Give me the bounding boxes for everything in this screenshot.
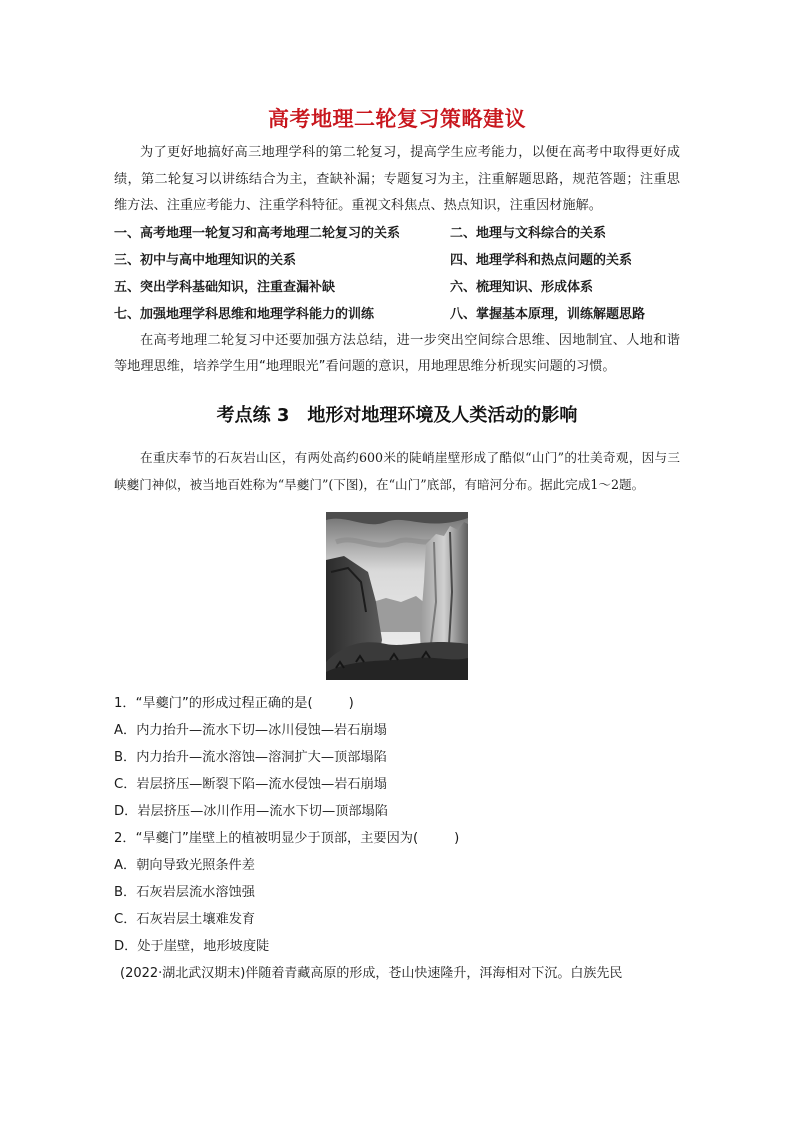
question-1	[114, 690, 680, 825]
cliff-photo	[326, 512, 468, 680]
passage-paragraph: 在重庆奉节的石灰岩山区，有两处高约600米的陡峭崖壁形成了酷似“山门”的壮美奇观，因与三峡夔门神似，被当地百姓称为“旱夔门”(下图)，在“山门”底部，有暗河分布。据此完成1～2题。	[114, 449, 680, 492]
option-b: B．石灰岩层流水溶蚀强	[114, 885, 255, 901]
point-item: 一、高考地理一轮复习和高考地理二轮复习的关系	[114, 225, 401, 241]
question-2	[114, 825, 680, 960]
point-item: 四、地理学科和热点问题的关系	[450, 252, 633, 268]
point-item: 三、初中与高中地理知识的关系	[114, 252, 297, 268]
option-b: B．内力抬升—流水溶蚀—溶洞扩大—顶部塌陷	[114, 750, 387, 766]
point-item: 二、地理与文科综合的关系	[450, 225, 607, 241]
points-row	[114, 301, 680, 328]
next-passage	[114, 960, 680, 987]
section-title: 地形对地理环境及人类活动的影响	[307, 404, 578, 426]
strategy-points	[114, 220, 680, 328]
option-c: C．岩层挤压—断裂下陷—流水侵蚀—岩石崩塌	[114, 777, 387, 793]
option-d: D．处于崖壁，地形坡度陡	[114, 939, 270, 955]
passage-source: (2022·湖北武汉期末)	[120, 966, 246, 982]
passage-text: 伴随着青藏高原的形成，苍山快速隆升，洱海相对下沉。白族先民	[245, 966, 623, 982]
point-item: 七、加强地理学科思维和地理学科能力的训练	[114, 306, 375, 322]
section-heading	[0, 403, 794, 429]
intro-paragraph: 为了更好地搞好高三地理学科的第二轮复习，提高学生应考能力，以便在高考中取得更好成绩，第二轮复习以讲练结合为主，查缺补漏；专题复习为主，注重解题思路，规范答题；注重思维方法、注重应考能力、注重学科特征。重视文科焦点、热点知识，注重因材施解。	[114, 145, 680, 214]
question-stem	[114, 825, 680, 852]
cliff-photo-image	[326, 512, 468, 680]
points-row	[114, 247, 680, 274]
section-number: 考点练 3	[216, 404, 290, 426]
answer-paren: )	[348, 696, 354, 712]
option-a: A．朝向导致光照条件差	[114, 858, 255, 874]
question-text: 1．“旱夔门”的形成过程正确的是(	[114, 696, 313, 712]
point-item: 五、突出学科基础知识，注重查漏补缺	[114, 279, 336, 295]
question-stem	[114, 690, 680, 717]
option-d: D．岩层挤压—冰川作用—流水下切—顶部塌陷	[114, 804, 388, 820]
point-item: 六、梳理知识、形成体系	[450, 279, 594, 295]
page-title: 高考地理二轮复习策略建议	[268, 107, 526, 131]
points-row	[114, 220, 680, 247]
conclusion-paragraph: 在高考地理二轮复习中还要加强方法总结，进一步突出空间综合思维、因地制宜、人地和谐等地理思维，培养学生用“地理眼光”看问题的意识，用地理思维分析现实问题的习惯。	[114, 332, 680, 375]
points-row	[114, 274, 680, 301]
answer-paren: )	[454, 831, 460, 847]
point-item: 八、掌握基本原理，训练解题思路	[450, 306, 646, 322]
option-c: C．石灰岩层土壤难发育	[114, 912, 256, 928]
question-text: 2．“旱夔门”崖壁上的植被明显少于顶部，主要因为(	[114, 831, 419, 847]
option-a: A．内力抬升—流水下切—冰川侵蚀—岩石崩塌	[114, 723, 387, 739]
